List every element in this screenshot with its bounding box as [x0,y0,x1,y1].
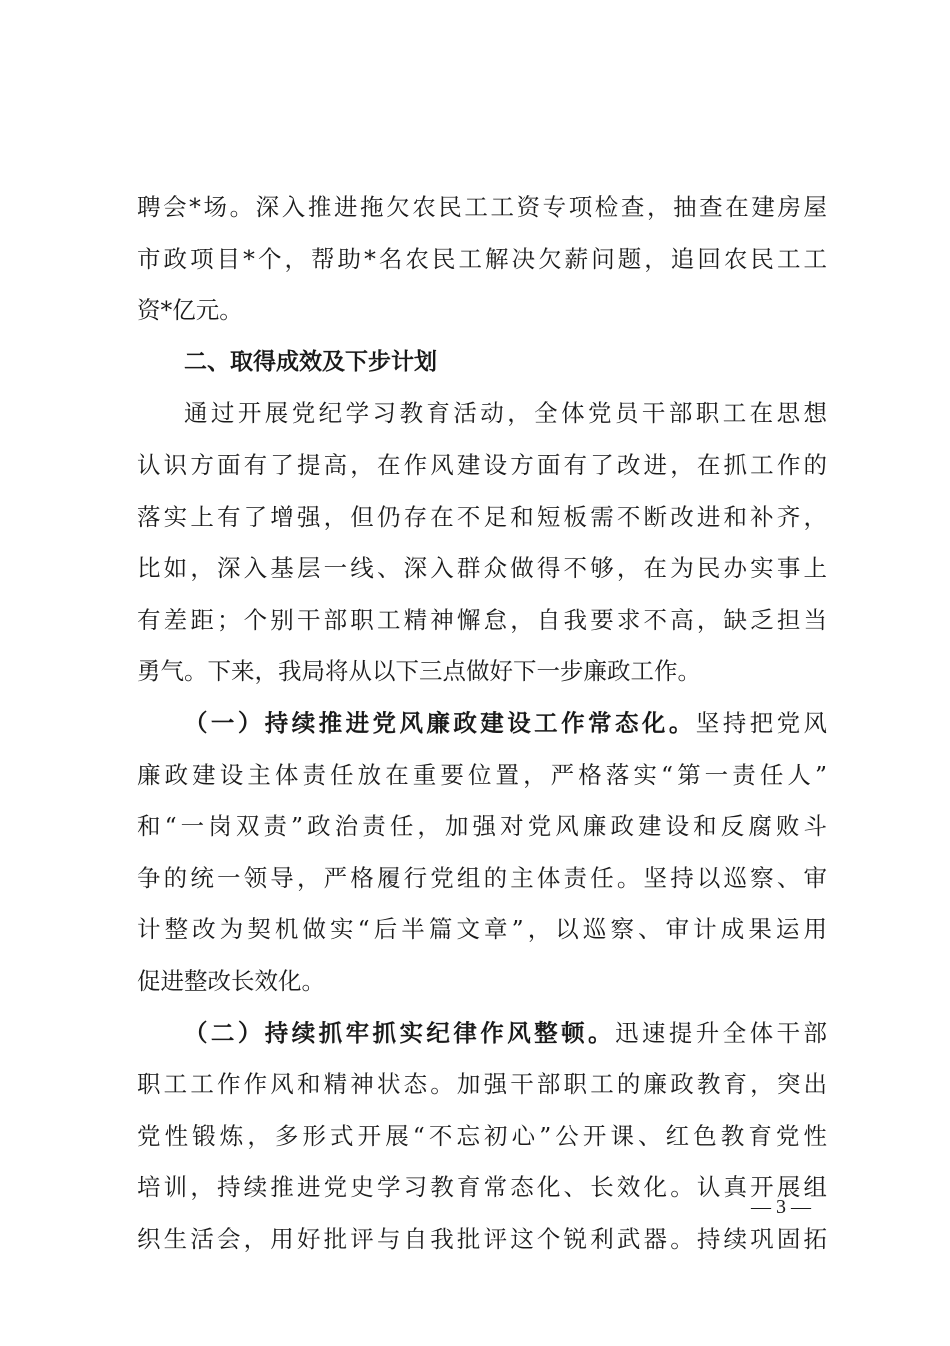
document-body [137,182,827,1265]
continuation-line-2: 市政项目*个，帮助*名农民工解决欠薪问题，追回农民工工 [137,244,827,273]
summary-line-6: 勇气。下来，我局将从以下三点做好下一步廉政工作。 [137,657,701,686]
item-2-title: （二）持续抓牢抓实纪律作风整顿。 [184,1018,615,1047]
item-2-line: 培训，持续推进党史学习教育常态化、长效化。认真开展组 [137,1173,827,1202]
item-2-line: 织生活会，用好批评与自我批评这个锐利武器。持续巩固拓 [137,1224,827,1253]
section-heading: 二、取得成效及下步计划 [184,348,437,375]
item-2-line: 职工工作作风和精神状态。加强干部职工的廉政教育，突出 [137,1070,827,1099]
item-2-line: 党性锻炼，多形式开展“不忘初心”公开课、红色教育党性 [137,1121,827,1150]
continuation-line-3: 资*亿元。 [137,296,243,325]
summary-line-2: 认识方面有了提高，在作风建设方面有了改进，在抓工作的 [137,450,827,479]
item-2-first-rest: 迅速提升全体干部 [614,1018,827,1047]
summary-line-3: 落实上有了增强，但仍存在不足和短板需不断改进和补齐， [137,502,827,531]
item-1-first-rest: 坚持把党风 [695,708,827,737]
summary-line-5: 有差距；个别干部职工精神懈怠，自我要求不高，缺乏担当 [137,605,827,634]
item-1-line: 促进整改长效化。 [137,966,325,995]
summary-line-4: 比如，深入基层一线、深入群众做得不够，在为民办实事上 [137,554,827,583]
item-1-title: （一）持续推进党风廉政建设工作常态化。 [184,708,696,737]
continuation-line-1: 聘会*场。深入推进拖欠农民工工资专项检查，抽查在建房屋 [137,193,827,221]
item-1-line: 争的统一领导，严格履行党组的主体责任。坚持以巡察、审 [137,863,827,892]
item-2-first-line [137,1008,827,1060]
summary-line-1: 通过开展党纪学习教育活动，全体党员干部职工在思想 [184,399,827,428]
item-1-line: 廉政建设主体责任放在重要位置，严格落实“第一责任人” [137,760,827,789]
item-1-line: 和“一岗双责”政治责任，加强对党风廉政建设和反腐败斗 [137,812,827,841]
item-1-line: 计整改为契机做实“后半篇文章”，以巡察、审计成果运用 [137,915,827,944]
item-1-first-line [137,698,827,750]
page-number: — 3 — [751,1196,811,1218]
